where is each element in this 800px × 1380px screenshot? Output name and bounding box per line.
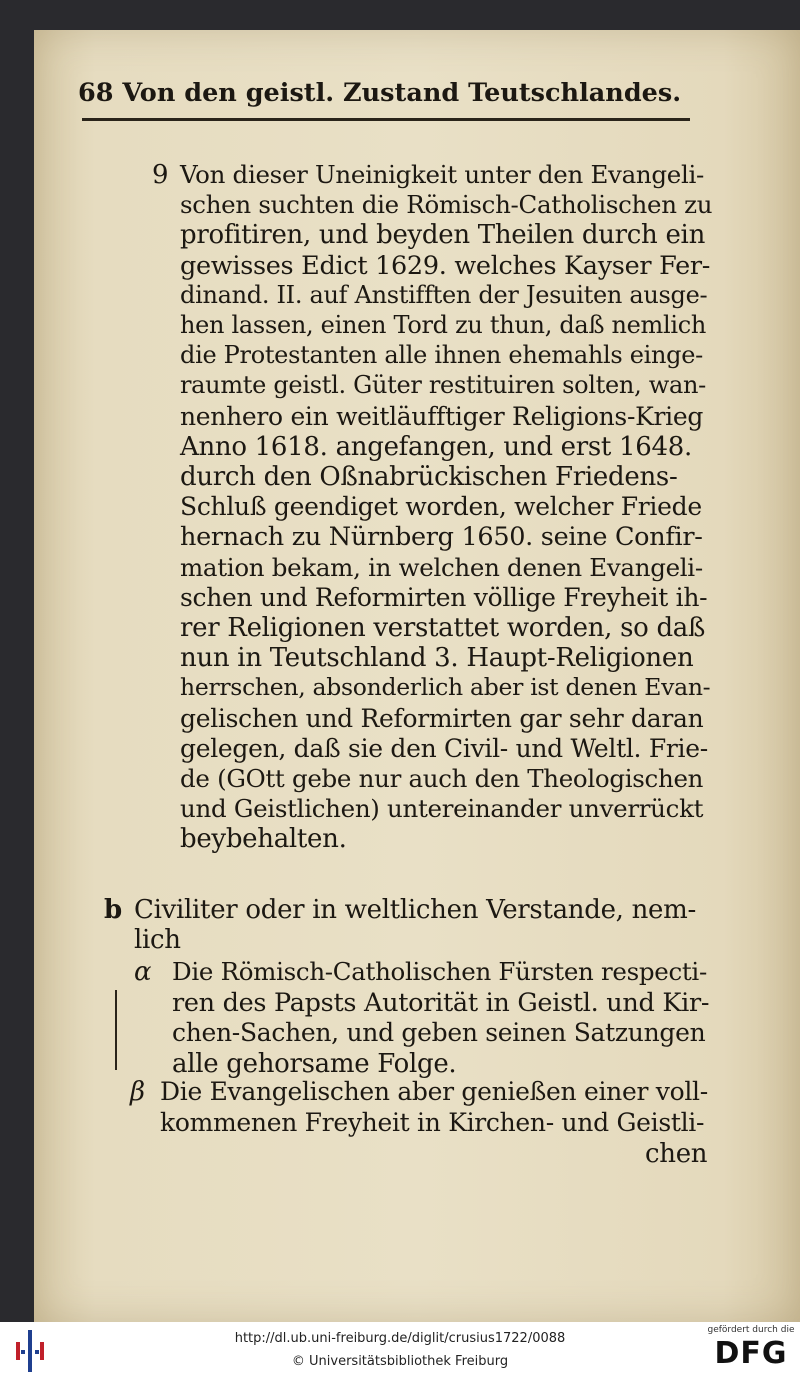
text-line: chen-Sachen, und geben seinen Satzungen <box>172 1018 706 1047</box>
section-marker-beta: β <box>130 1077 146 1107</box>
text-line: kommenen Freyheit in Kirchen- und Geistli- <box>160 1107 705 1137</box>
document-url-link[interactable]: http://dl.ub.uni-freiburg.de/diglit/crusius1722/0088 <box>234 1331 566 1346</box>
text-line: alle gehorsame Folge. <box>172 1048 457 1079</box>
text-line: gelischen und Reformirten gar sehr daran <box>180 703 704 733</box>
text-line: nun in Teutschland 3. Haupt-Religionen <box>180 643 694 674</box>
text-line: Die Evangelischen aber genießen einer voll- <box>160 1077 708 1106</box>
text-line: herrschen, absonderlich aber ist denen Evan- <box>180 673 711 702</box>
text-line: Anno 1618. angefangen, und erst 1648. <box>180 431 692 462</box>
text-line: hen lassen, einen Tord zu thun, daß nemlich <box>180 311 707 339</box>
header-rule <box>82 118 690 121</box>
dfg-logo: DFG <box>714 1336 788 1371</box>
text-line: gelegen, daß sie den Civil- und Weltl. Frie- <box>180 733 708 763</box>
text-line: schen suchten die Römisch-Catholischen zu <box>180 190 713 220</box>
text-line: beybehalten. <box>180 824 347 855</box>
section-marker-alpha: α <box>134 957 152 987</box>
text-line: Von dieser Uneinigkeit unter den Evangeli- <box>180 160 705 189</box>
text-line: mation bekam, in welchen denen Evangeli- <box>180 552 703 582</box>
text-line: dinand. II. auf Anstifften der Jesuiten ausge- <box>180 280 708 309</box>
text-line: durch den Oßnabrückischen Friedens- <box>180 462 678 492</box>
page-header: 68 Von den geistl. Zustand Teutschlandes. <box>78 78 682 108</box>
margin-bracket <box>115 990 117 1070</box>
text-line: nenhero ein weitläufftiger Religions-Krieg <box>180 401 704 431</box>
text-line: chen <box>645 1139 708 1169</box>
text-line: raumte geistl. Güter restituiren solten, wan- <box>180 371 706 400</box>
text-line: Schluß geendiget worden, welcher Friede <box>180 492 702 522</box>
section-marker-9: 9 <box>152 160 169 190</box>
section-marker-b: b <box>104 895 123 925</box>
text-line: Civiliter oder in weltlichen Verstande, nem- <box>134 895 696 925</box>
text-line: gewisses Edict 1629. welches Kayser Fer- <box>180 250 711 281</box>
text-line: hernach zu Nürnberg 1650. seine Confir- <box>180 522 703 553</box>
copyright-text: © Universitätsbibliothek Freiburg <box>291 1354 509 1369</box>
text-line: und Geistlichen) untereinander unverrückt <box>180 794 704 824</box>
text-line: Die Römisch-Catholischen Fürsten respecti- <box>172 957 707 986</box>
footer-bar <box>0 1322 800 1380</box>
text-line: de (GOtt gebe nur auch den Theologischen <box>180 764 704 793</box>
text-line: schen und Reformirten völlige Freyheit ih- <box>180 582 708 612</box>
text-line: profitiren, und beyden Theilen durch ein <box>180 220 706 251</box>
funded-by-text: gefördert durch die <box>707 1325 795 1335</box>
text-line: ren des Papsts Autorität in Geistl. und Kir- <box>172 987 710 1018</box>
text-line: die Protestanten alle ihnen ehemahls einge- <box>180 341 703 370</box>
text-line: lich <box>134 925 181 955</box>
text-line: rer Religionen verstattet worden, so daß <box>180 613 706 643</box>
